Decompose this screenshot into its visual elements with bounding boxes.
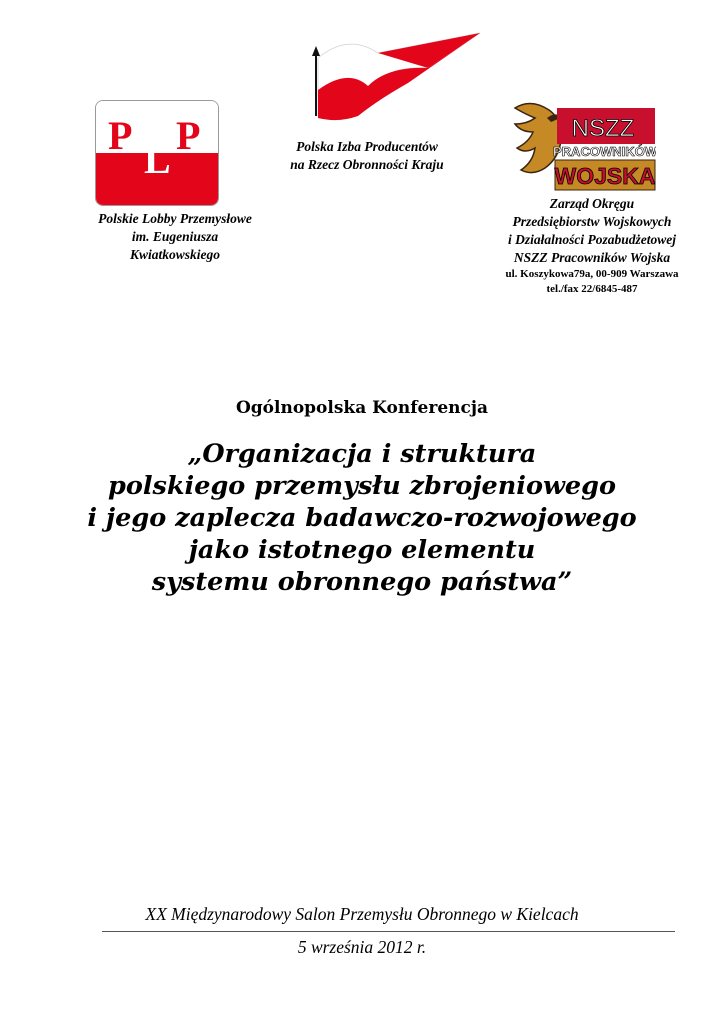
salon-text: XX Międzynarodowy Salon Przemysłu Obronnego w Kielcach xyxy=(145,904,579,924)
plp-logo xyxy=(95,100,219,206)
izba-caption-line: Polska Izba Producentów xyxy=(296,139,438,154)
plp-caption-line: Kwiatkowskiego xyxy=(129,247,220,262)
nszz-bottom-text: WOJSKA xyxy=(554,163,656,189)
nszz-caption-line: Przedsiębiorstw Wojskowych xyxy=(512,214,672,229)
nszz-middle-text: PRACOWNIKÓW xyxy=(553,144,656,159)
conference-title-line: „Organizacja i struktura xyxy=(187,439,537,469)
izba-caption xyxy=(262,138,472,174)
conference-title-line: i jego zaplecza badawczo-rozwojowego xyxy=(87,503,637,533)
izba-caption-line: na Rzecz Obronności Kraju xyxy=(290,157,444,172)
plp-letter-3: P xyxy=(176,113,201,158)
conference-title-line: jako istotnego elementu xyxy=(188,535,536,565)
nszz-phone: tel./fax 22/6845-487 xyxy=(546,283,638,295)
plp-letter-1: P xyxy=(108,113,133,158)
event-date: 5 września 2012 r. xyxy=(297,937,427,957)
flag-logo xyxy=(308,28,483,123)
plp-caption-line: Polskie Lobby Przemysłowe xyxy=(98,211,252,226)
nszz-caption-line: i Działalności Pozabudżetowej xyxy=(507,232,676,247)
plp-letter-2: L xyxy=(144,137,171,182)
nszz-text: NSZZ xyxy=(571,115,635,142)
conference-label: Ogólnopolska Konferencja xyxy=(235,398,489,418)
conference-title xyxy=(0,438,724,598)
plp-caption xyxy=(60,210,290,264)
conference-title-line: systemu obronnego państwa” xyxy=(151,567,573,597)
divider xyxy=(102,931,675,932)
nszz-caption-line: Zarząd Okręgu xyxy=(549,196,635,211)
nszz-caption xyxy=(482,195,702,297)
conference-title-line: polskiego przemysłu zbrojeniowego xyxy=(108,471,616,501)
nszz-logo xyxy=(511,98,656,192)
nszz-address: ul. Koszykowa79a, 00-909 Warszawa xyxy=(505,268,679,280)
plp-caption-line: im. Eugeniusza xyxy=(131,229,219,244)
nszz-caption-line: NSZZ Pracowników Wojska xyxy=(513,250,671,265)
